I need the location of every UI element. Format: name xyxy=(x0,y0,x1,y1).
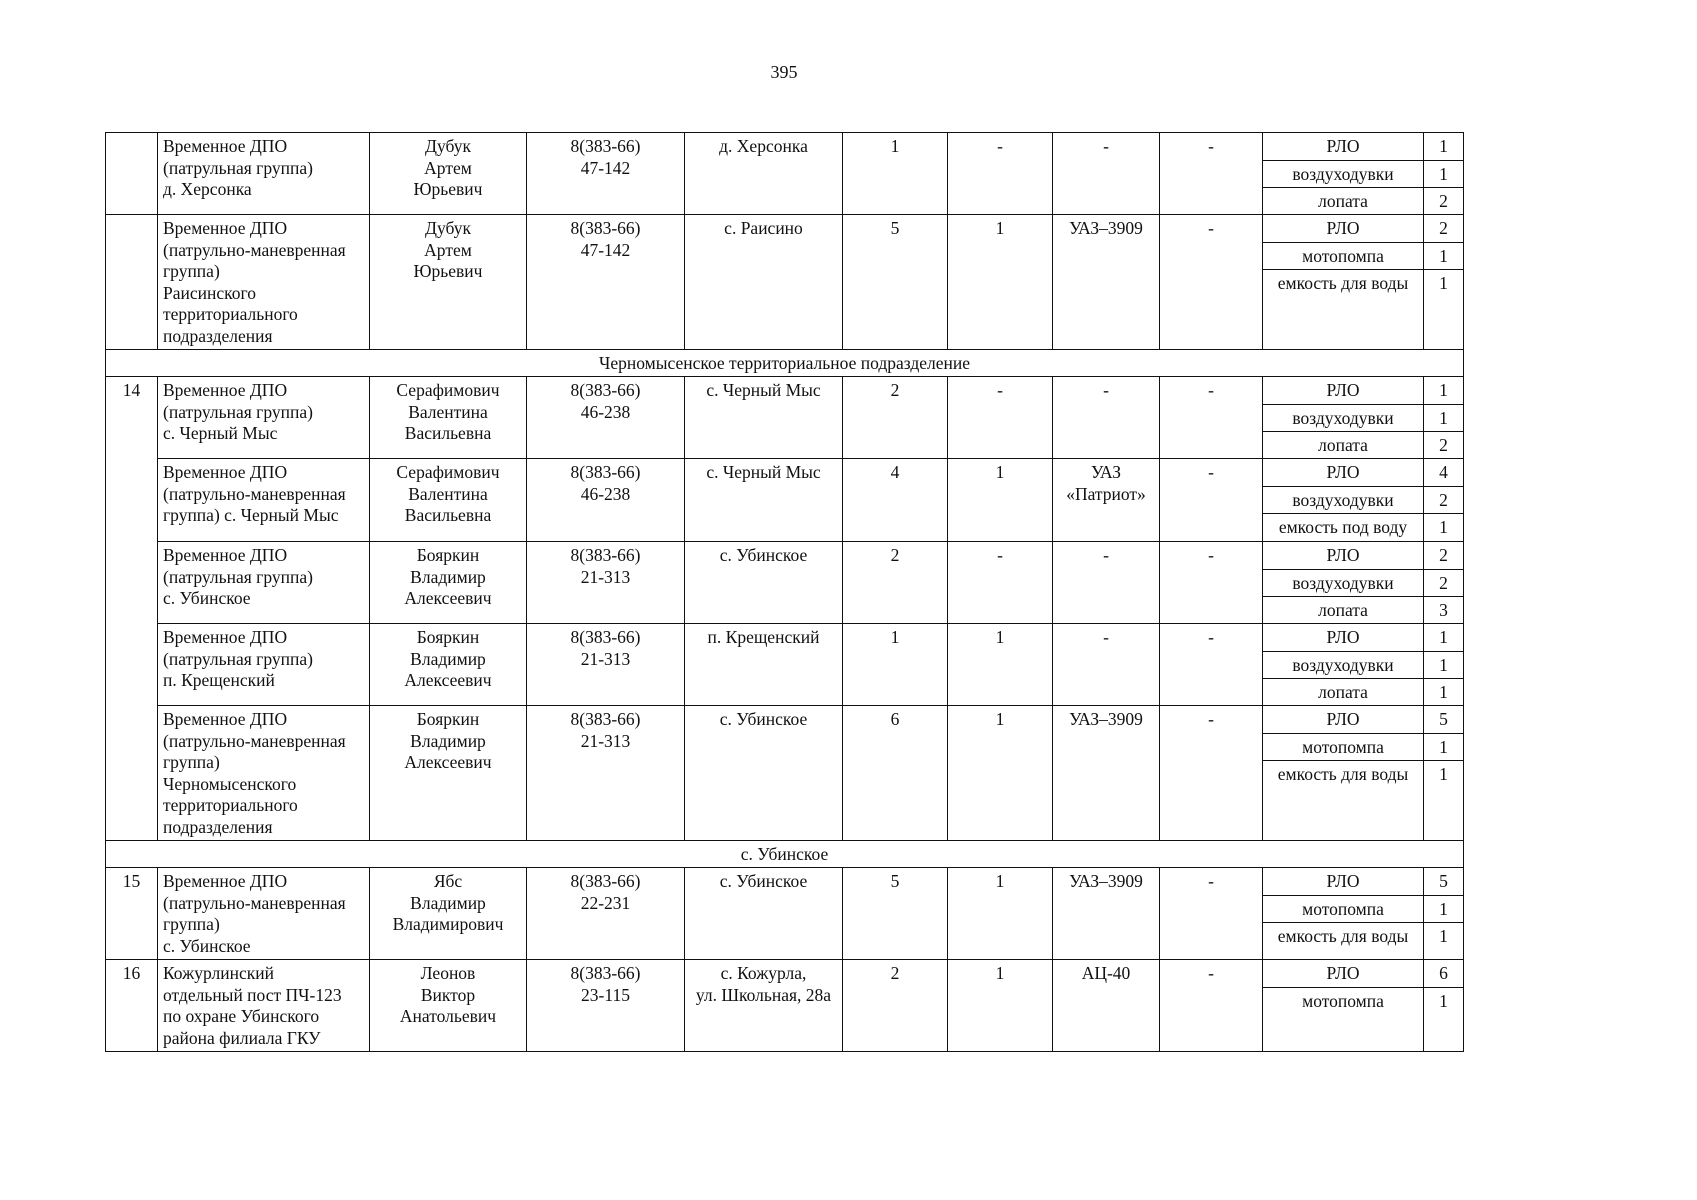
equipment-item: РЛО xyxy=(1263,624,1424,652)
vehicle-model xyxy=(1053,868,1160,960)
equipment-qty: 1 xyxy=(1424,895,1464,923)
head-name-line: Артем xyxy=(424,157,472,178)
equipment-qty: 1 xyxy=(1424,651,1464,679)
head-name-line: Дубук xyxy=(425,136,471,156)
vehicle-model xyxy=(1053,133,1160,215)
unit-name-line: п. Крещенский xyxy=(163,670,275,690)
phone-line: 8(383-66) xyxy=(570,871,641,891)
unit-name-line: по охране Убинского xyxy=(163,1006,320,1026)
location xyxy=(685,706,843,841)
equipment-item: мотопомпа xyxy=(1263,733,1424,761)
unit-name xyxy=(158,215,370,350)
head-name-line: Бояркин xyxy=(416,627,480,647)
unit-name-line: д. Херсонка xyxy=(163,179,252,199)
phone-line: 21-313 xyxy=(580,648,631,669)
unit-name-line: (патрульная группа) xyxy=(163,157,313,178)
vehicle-count: 1 xyxy=(948,868,1053,960)
vehicle-count: 1 xyxy=(948,459,1053,542)
vehicle-model-line: УАЗ–3909 xyxy=(1069,871,1143,891)
equipment-qty: 1 xyxy=(1424,679,1464,706)
head-name-line: Артем xyxy=(424,239,472,260)
unit-name-line: группа) xyxy=(163,914,220,934)
unit-name-line: Временное ДПО xyxy=(163,136,288,156)
table-row xyxy=(106,215,1464,243)
unit-name-line: территориального xyxy=(163,304,298,324)
unit-name xyxy=(158,960,370,1052)
vehicle-model xyxy=(1053,377,1160,459)
vehicle-model-line: - xyxy=(1103,545,1109,565)
head-name-line: Васильевна xyxy=(404,423,492,443)
row-number: 16 xyxy=(106,960,158,1052)
equipment-qty: 2 xyxy=(1424,188,1464,215)
unit-name-line: (патрульно-маневренная xyxy=(163,730,346,751)
equipment-item: лопата xyxy=(1263,597,1424,624)
equipment-qty: 1 xyxy=(1424,514,1464,542)
head-name-line: Дубук xyxy=(425,218,471,238)
fire-units-table xyxy=(105,132,1464,1052)
equipment-qty: 1 xyxy=(1424,377,1464,405)
phone-line: 8(383-66) xyxy=(570,462,641,482)
unit-name xyxy=(158,459,370,542)
phone-line: 46-238 xyxy=(580,401,631,422)
head-name-line: Бояркин xyxy=(416,709,480,729)
phone xyxy=(527,215,685,350)
staff-count: 2 xyxy=(843,377,948,459)
unit-name-line: группа) с. Черный Мыс xyxy=(163,505,339,525)
location xyxy=(685,133,843,215)
head-name-line: Владимир xyxy=(410,648,486,669)
phone xyxy=(527,133,685,215)
unit-name-line: отдельный пост ПЧ-123 xyxy=(163,984,342,1005)
staff-count: 4 xyxy=(843,459,948,542)
unit-name-line: подразделения xyxy=(163,325,273,346)
table-row xyxy=(106,960,1464,988)
unit-name xyxy=(158,377,370,459)
phone xyxy=(527,542,685,624)
equipment-item: РЛО xyxy=(1263,960,1424,988)
vehicle-model-line: - xyxy=(1103,627,1109,647)
head-name-line: Васильевна xyxy=(404,505,492,525)
staff-count: 1 xyxy=(843,133,948,215)
vehicle-model xyxy=(1053,542,1160,624)
phone-line: 21-313 xyxy=(580,566,631,587)
equipment-qty: 5 xyxy=(1424,706,1464,734)
table-row xyxy=(106,706,1464,734)
unit-name-line: Кожурлинский xyxy=(163,963,274,983)
equipment-item: емкость под воду xyxy=(1263,514,1424,542)
head-name xyxy=(370,542,527,624)
head-name xyxy=(370,706,527,841)
table-row xyxy=(106,133,1464,161)
location-line: с. Раисино xyxy=(724,218,803,238)
other-count: - xyxy=(1160,542,1263,624)
vehicle-model xyxy=(1053,960,1160,1052)
unit-name-line: подразделения xyxy=(163,816,273,837)
row-number xyxy=(106,133,158,215)
unit-name-line: (патрульно-маневренная xyxy=(163,239,346,260)
phone-line: 47-142 xyxy=(580,157,631,178)
other-count: - xyxy=(1160,706,1263,841)
head-name xyxy=(370,459,527,542)
vehicle-model xyxy=(1053,459,1160,542)
location-line: п. Крещенский xyxy=(707,627,820,647)
location-line: с. Черный Мыс xyxy=(706,380,821,400)
equipment-item: РЛО xyxy=(1263,133,1424,161)
vehicle-count: 1 xyxy=(948,624,1053,706)
phone-line: 23-115 xyxy=(581,984,630,1005)
head-name xyxy=(370,868,527,960)
head-name xyxy=(370,215,527,350)
unit-name-line: Временное ДПО xyxy=(163,218,288,238)
phone xyxy=(527,960,685,1052)
location-line: с. Кожурла, xyxy=(720,963,807,983)
equipment-item: емкость для воды xyxy=(1263,761,1424,841)
equipment-qty: 6 xyxy=(1424,960,1464,988)
staff-count: 2 xyxy=(843,542,948,624)
section-row xyxy=(106,841,1464,868)
unit-name-line: с. Черный Мыс xyxy=(163,423,278,443)
vehicle-model-line: УАЗ–3909 xyxy=(1069,709,1143,729)
phone-line: 46-238 xyxy=(580,483,631,504)
equipment-qty: 2 xyxy=(1424,432,1464,459)
vehicle-model-line: «Патриот» xyxy=(1066,483,1146,504)
phone xyxy=(527,459,685,542)
equipment-item: лопата xyxy=(1263,679,1424,706)
table-row xyxy=(106,868,1464,896)
phone-line: 8(383-66) xyxy=(570,380,641,400)
equipment-item: воздуходувки xyxy=(1263,486,1424,514)
vehicle-model xyxy=(1053,706,1160,841)
head-name-line: Алексеевич xyxy=(404,670,492,690)
equipment-qty: 1 xyxy=(1424,987,1464,1051)
other-count: - xyxy=(1160,459,1263,542)
head-name-line: Валентина xyxy=(408,483,488,504)
staff-count: 2 xyxy=(843,960,948,1052)
head-name-line: Серафимович xyxy=(396,462,500,482)
section-row xyxy=(106,350,1464,377)
head-name-line: Валентина xyxy=(408,401,488,422)
vehicle-model-line: - xyxy=(1103,380,1109,400)
equipment-item: лопата xyxy=(1263,432,1424,459)
unit-name xyxy=(158,868,370,960)
head-name-line: Алексеевич xyxy=(404,588,492,608)
staff-count: 5 xyxy=(843,215,948,350)
unit-name-line: (патрульно-маневренная xyxy=(163,892,346,913)
head-name-line: Анатольевич xyxy=(399,1006,497,1026)
phone-line: 47-142 xyxy=(580,239,631,260)
equipment-qty: 2 xyxy=(1424,215,1464,243)
phone xyxy=(527,706,685,841)
head-name-line: Владимир xyxy=(410,566,486,587)
page-number: 395 xyxy=(770,62,798,82)
other-count: - xyxy=(1160,133,1263,215)
unit-name-line: Временное ДПО xyxy=(163,462,288,482)
location xyxy=(685,868,843,960)
other-count: - xyxy=(1160,377,1263,459)
equipment-qty: 1 xyxy=(1424,404,1464,432)
other-count: - xyxy=(1160,215,1263,350)
vehicle-model-line: УАЗ–3909 xyxy=(1069,218,1143,238)
phone-line: 8(383-66) xyxy=(570,709,641,729)
equipment-qty: 1 xyxy=(1424,624,1464,652)
unit-name-line: района филиала ГКУ xyxy=(163,1027,321,1048)
equipment-qty: 1 xyxy=(1424,761,1464,841)
vehicle-count: 1 xyxy=(948,960,1053,1052)
equipment-qty: 1 xyxy=(1424,242,1464,270)
row-number: 15 xyxy=(106,868,158,960)
equipment-item: РЛО xyxy=(1263,215,1424,243)
equipment-item: воздуходувки xyxy=(1263,404,1424,432)
equipment-qty: 2 xyxy=(1424,569,1464,597)
equipment-qty: 2 xyxy=(1424,486,1464,514)
equipment-item: воздуходувки xyxy=(1263,651,1424,679)
equipment-item: воздуходувки xyxy=(1263,160,1424,188)
equipment-item: мотопомпа xyxy=(1263,987,1424,1051)
head-name xyxy=(370,960,527,1052)
phone-line: 21-313 xyxy=(580,730,631,751)
phone xyxy=(527,624,685,706)
equipment-qty: 1 xyxy=(1424,270,1464,350)
table-row xyxy=(106,542,1464,570)
unit-name xyxy=(158,624,370,706)
unit-name-line: Черномысенского xyxy=(163,773,297,794)
unit-name-line: с. Убинское xyxy=(163,935,251,956)
location-line: с. Убинское xyxy=(719,545,808,565)
head-name-line: Владимир xyxy=(410,730,486,751)
head-name-line: Леонов xyxy=(420,963,476,983)
equipment-qty: 1 xyxy=(1424,923,1464,960)
unit-name xyxy=(158,542,370,624)
equipment-item: мотопомпа xyxy=(1263,895,1424,923)
unit-name-line: Временное ДПО xyxy=(163,627,288,647)
head-name-line: Юрьевич xyxy=(413,179,483,199)
equipment-item: РЛО xyxy=(1263,706,1424,734)
vehicle-count: - xyxy=(948,377,1053,459)
equipment-item: емкость для воды xyxy=(1263,270,1424,350)
table-body xyxy=(106,133,1464,1052)
head-name-line: Владимир xyxy=(410,892,486,913)
unit-name-line: (патрульная группа) xyxy=(163,648,313,669)
equipment-qty: 1 xyxy=(1424,160,1464,188)
equipment-item: мотопомпа xyxy=(1263,242,1424,270)
vehicle-model-line: - xyxy=(1103,136,1109,156)
unit-name-line: Временное ДПО xyxy=(163,380,288,400)
equipment-item: РЛО xyxy=(1263,542,1424,570)
unit-name xyxy=(158,133,370,215)
head-name xyxy=(370,377,527,459)
vehicle-model xyxy=(1053,624,1160,706)
other-count: - xyxy=(1160,868,1263,960)
head-name-line: Ябс xyxy=(433,871,463,891)
vehicle-count: 1 xyxy=(948,706,1053,841)
head-name-line: Виктор xyxy=(420,984,476,1005)
location xyxy=(685,960,843,1052)
phone xyxy=(527,377,685,459)
location xyxy=(685,377,843,459)
equipment-qty: 4 xyxy=(1424,459,1464,487)
head-name xyxy=(370,624,527,706)
location-line: с. Убинское xyxy=(719,709,808,729)
phone-line: 8(383-66) xyxy=(570,627,641,647)
unit-name-line: территориального xyxy=(163,795,298,815)
head-name-line: Владимирович xyxy=(392,914,504,934)
equipment-item: лопата xyxy=(1263,188,1424,215)
row-number: 14 xyxy=(106,377,158,841)
unit-name-line: Временное ДПО xyxy=(163,545,288,565)
location-line: ул. Школьная, 28а xyxy=(695,984,832,1005)
equipment-item: РЛО xyxy=(1263,459,1424,487)
location-line: с. Черный Мыс xyxy=(706,462,821,482)
phone-line: 8(383-66) xyxy=(570,963,641,983)
unit-name-line: группа) xyxy=(163,261,220,281)
equipment-item: РЛО xyxy=(1263,377,1424,405)
unit-name-line: Раисинского xyxy=(163,282,256,303)
vehicle-model-line: АЦ-40 xyxy=(1081,963,1131,983)
table-row xyxy=(106,377,1464,405)
equipment-qty: 3 xyxy=(1424,597,1464,624)
staff-count: 1 xyxy=(843,624,948,706)
equipment-item: воздуходувки xyxy=(1263,569,1424,597)
row-number xyxy=(106,215,158,350)
unit-name-line: с. Убинское xyxy=(163,588,251,608)
head-name-line: Алексеевич xyxy=(404,752,492,772)
staff-count: 5 xyxy=(843,868,948,960)
phone-line: 8(383-66) xyxy=(570,545,641,565)
head-name-line: Бояркин xyxy=(416,545,480,565)
unit-name-line: (патрульная группа) xyxy=(163,401,313,422)
unit-name-line: (патрульная группа) xyxy=(163,566,313,587)
location xyxy=(685,624,843,706)
staff-count: 6 xyxy=(843,706,948,841)
head-name-line: Юрьевич xyxy=(413,261,483,281)
location xyxy=(685,542,843,624)
other-count: - xyxy=(1160,624,1263,706)
section-title: с. Убинское xyxy=(106,841,1464,868)
phone-line: 8(383-66) xyxy=(570,218,641,238)
unit-name-line: (патрульно-маневренная xyxy=(163,483,346,504)
equipment-qty: 1 xyxy=(1424,133,1464,161)
vehicle-count: 1 xyxy=(948,215,1053,350)
other-count: - xyxy=(1160,960,1263,1052)
unit-name-line: Временное ДПО xyxy=(163,709,288,729)
vehicle-model-line: УАЗ xyxy=(1090,462,1122,482)
unit-name-line: Временное ДПО xyxy=(163,871,288,891)
vehicle-count: - xyxy=(948,542,1053,624)
head-name xyxy=(370,133,527,215)
phone xyxy=(527,868,685,960)
head-name-line: Серафимович xyxy=(396,380,500,400)
location xyxy=(685,215,843,350)
unit-name xyxy=(158,706,370,841)
table-row xyxy=(106,624,1464,652)
equipment-qty: 1 xyxy=(1424,733,1464,761)
equipment-qty: 2 xyxy=(1424,542,1464,570)
equipment-qty: 5 xyxy=(1424,868,1464,896)
table-row xyxy=(106,459,1464,487)
location-line: с. Убинское xyxy=(719,871,808,891)
vehicle-count: - xyxy=(948,133,1053,215)
equipment-item: емкость для воды xyxy=(1263,923,1424,960)
unit-name-line: группа) xyxy=(163,752,220,772)
phone-line: 22-231 xyxy=(580,892,631,913)
vehicle-model xyxy=(1053,215,1160,350)
location xyxy=(685,459,843,542)
section-title: Черномысенское территориальное подразделение xyxy=(106,350,1464,377)
phone-line: 8(383-66) xyxy=(570,136,641,156)
equipment-item: РЛО xyxy=(1263,868,1424,896)
location-line: д. Херсонка xyxy=(719,136,808,156)
